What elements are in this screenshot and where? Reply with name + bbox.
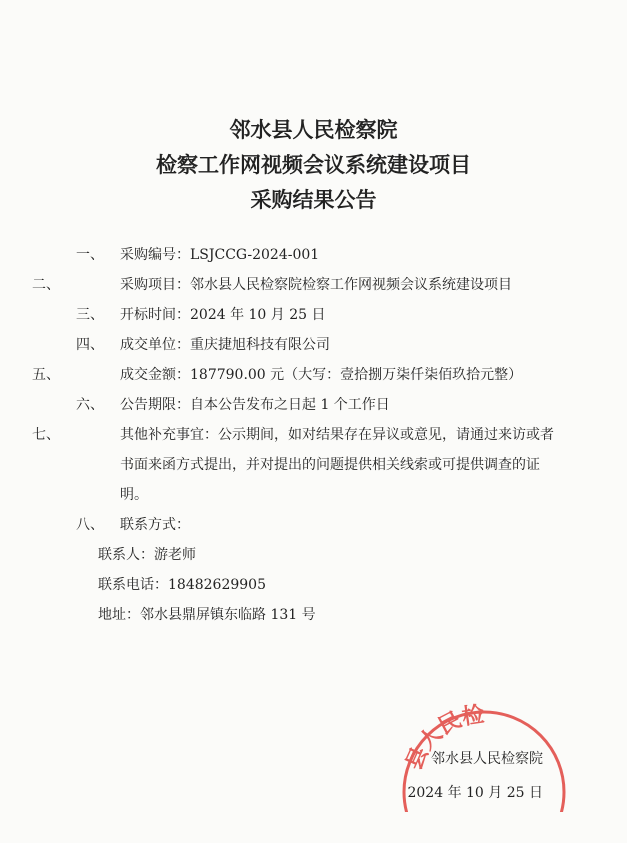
item-procurement-project <box>32 270 556 300</box>
item-value: 公示期间，如对结果存在异议或意见，请通过来访或者书面来函方式提出，并对提出的问题提供相关线索或可提供调查的证明。 <box>120 427 554 503</box>
item-label: 成交单位： <box>120 337 190 353</box>
item-number: 五、 <box>32 367 60 383</box>
item-value: 2024 年 10 月 25 日 <box>190 307 326 323</box>
announcement-body <box>32 240 556 630</box>
item-other-matters <box>32 420 556 510</box>
item-label: 开标时间： <box>120 307 190 323</box>
item-number: 七、 <box>32 427 60 443</box>
announcement-title <box>0 112 627 217</box>
item-label: 联系方式： <box>120 517 190 533</box>
seal-text: 县人民检 <box>400 701 486 774</box>
item-number: 三、 <box>76 307 104 323</box>
item-label: 其他补充事宜： <box>120 427 218 443</box>
item-value: 自本公告发布之日起 1 个工作日 <box>190 397 390 413</box>
item-procurement-number <box>76 240 556 270</box>
title-line-1: 邻水县人民检察院 <box>229 117 398 142</box>
item-announcement-period <box>76 390 556 420</box>
item-label: 采购项目： <box>120 277 190 293</box>
item-value: 187790.00 元（大写：壹拾捌万柒仟柒佰玖拾元整） <box>190 367 523 383</box>
title-line-3: 采购结果公告 <box>250 187 377 212</box>
contact-address: 地址：邻水县鼎屏镇东临路 131 号 <box>98 607 316 623</box>
item-winning-amount <box>32 360 556 390</box>
item-number: 一、 <box>76 247 104 263</box>
item-label: 成交金额： <box>120 367 190 383</box>
item-winning-company <box>76 330 556 360</box>
item-label: 公告期限： <box>120 397 190 413</box>
item-contact-info <box>76 510 556 540</box>
item-number: 六、 <box>76 397 104 413</box>
signature-date: 2024 年 10 月 25 日 <box>407 785 543 801</box>
contact-phone: 联系电话：18482629905 <box>98 577 266 593</box>
signature-organization: 邻水县人民检察院 <box>431 751 543 767</box>
contact-person: 联系人：游老师 <box>98 547 196 563</box>
item-number: 四、 <box>76 337 104 353</box>
item-bid-opening-time <box>76 300 556 330</box>
item-value: LSJCCG-2024-001 <box>190 247 320 263</box>
item-number: 八、 <box>76 517 104 533</box>
item-label: 采购编号： <box>120 247 190 263</box>
item-number: 二、 <box>32 277 60 293</box>
item-value: 邻水县人民检察院检察工作网视频会议系统建设项目 <box>190 277 512 293</box>
title-line-2: 检察工作网视频会议系统建设项目 <box>156 152 471 177</box>
item-value: 重庆捷旭科技有限公司 <box>190 337 330 353</box>
